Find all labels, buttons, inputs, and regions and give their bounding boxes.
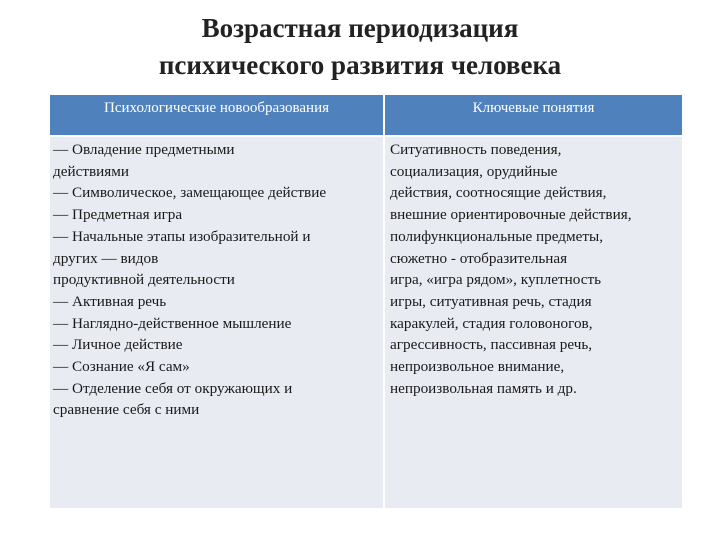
cell-line: социализация, орудийные (390, 162, 558, 180)
cell-line: — Предметная игра (53, 206, 183, 224)
cell-line: других — видов (53, 249, 159, 267)
cell-line: непроизвольное внимание, (390, 358, 565, 376)
cell-line: — Активная речь (53, 292, 167, 310)
title-line-1: Возрастная периодизация (201, 13, 519, 43)
cell-line: действия, соотносящие действия, (390, 184, 607, 202)
cell-line: сюжетно - отобразительная (390, 249, 568, 267)
cell-line: — Начальные этапы изобразительной и (53, 227, 311, 245)
column-divider (383, 95, 385, 508)
cell-line: — Наглядно-действенное мышление (53, 314, 292, 332)
header-psychological-neoformations: Психологические новообразования (50, 95, 383, 135)
cell-line: — Отделение себя от окружающих и (53, 379, 293, 397)
cell-key-concepts (390, 139, 680, 399)
slide-title (0, 10, 720, 84)
cell-line: продуктивной деятельности (53, 271, 235, 289)
cell-line: агрессивность, пассивная речь, (390, 336, 593, 354)
cell-line: непроизвольная память и др. (390, 379, 577, 397)
cell-line: — Символическое, замещающее действие (53, 184, 327, 202)
title-line-2: психического развития человека (158, 50, 562, 80)
cell-line: игры, ситуативная речь, стадия (390, 292, 592, 310)
cell-line: внешние ориентировочные действия, (390, 206, 632, 224)
cell-line: — Овладение предметными (53, 141, 235, 158)
cell-neoformations (53, 139, 381, 421)
cell-line: сравнение себя с ними (53, 401, 200, 419)
cell-line: — Сознание «Я сам» (53, 358, 190, 376)
cell-line: — Личное действие (53, 336, 183, 354)
header-key-concepts: Ключевые понятия (385, 95, 682, 135)
cell-line: игра, «игра рядом», куплетность (390, 271, 602, 289)
cell-line: каракулей, стадия головоногов, (390, 314, 593, 332)
header-divider (50, 135, 682, 137)
cell-line: Ситуативность поведения, (390, 141, 562, 158)
cell-line: действиями (53, 162, 129, 180)
cell-line: полифункциональные предметы, (390, 227, 603, 245)
periodization-table (50, 95, 682, 508)
